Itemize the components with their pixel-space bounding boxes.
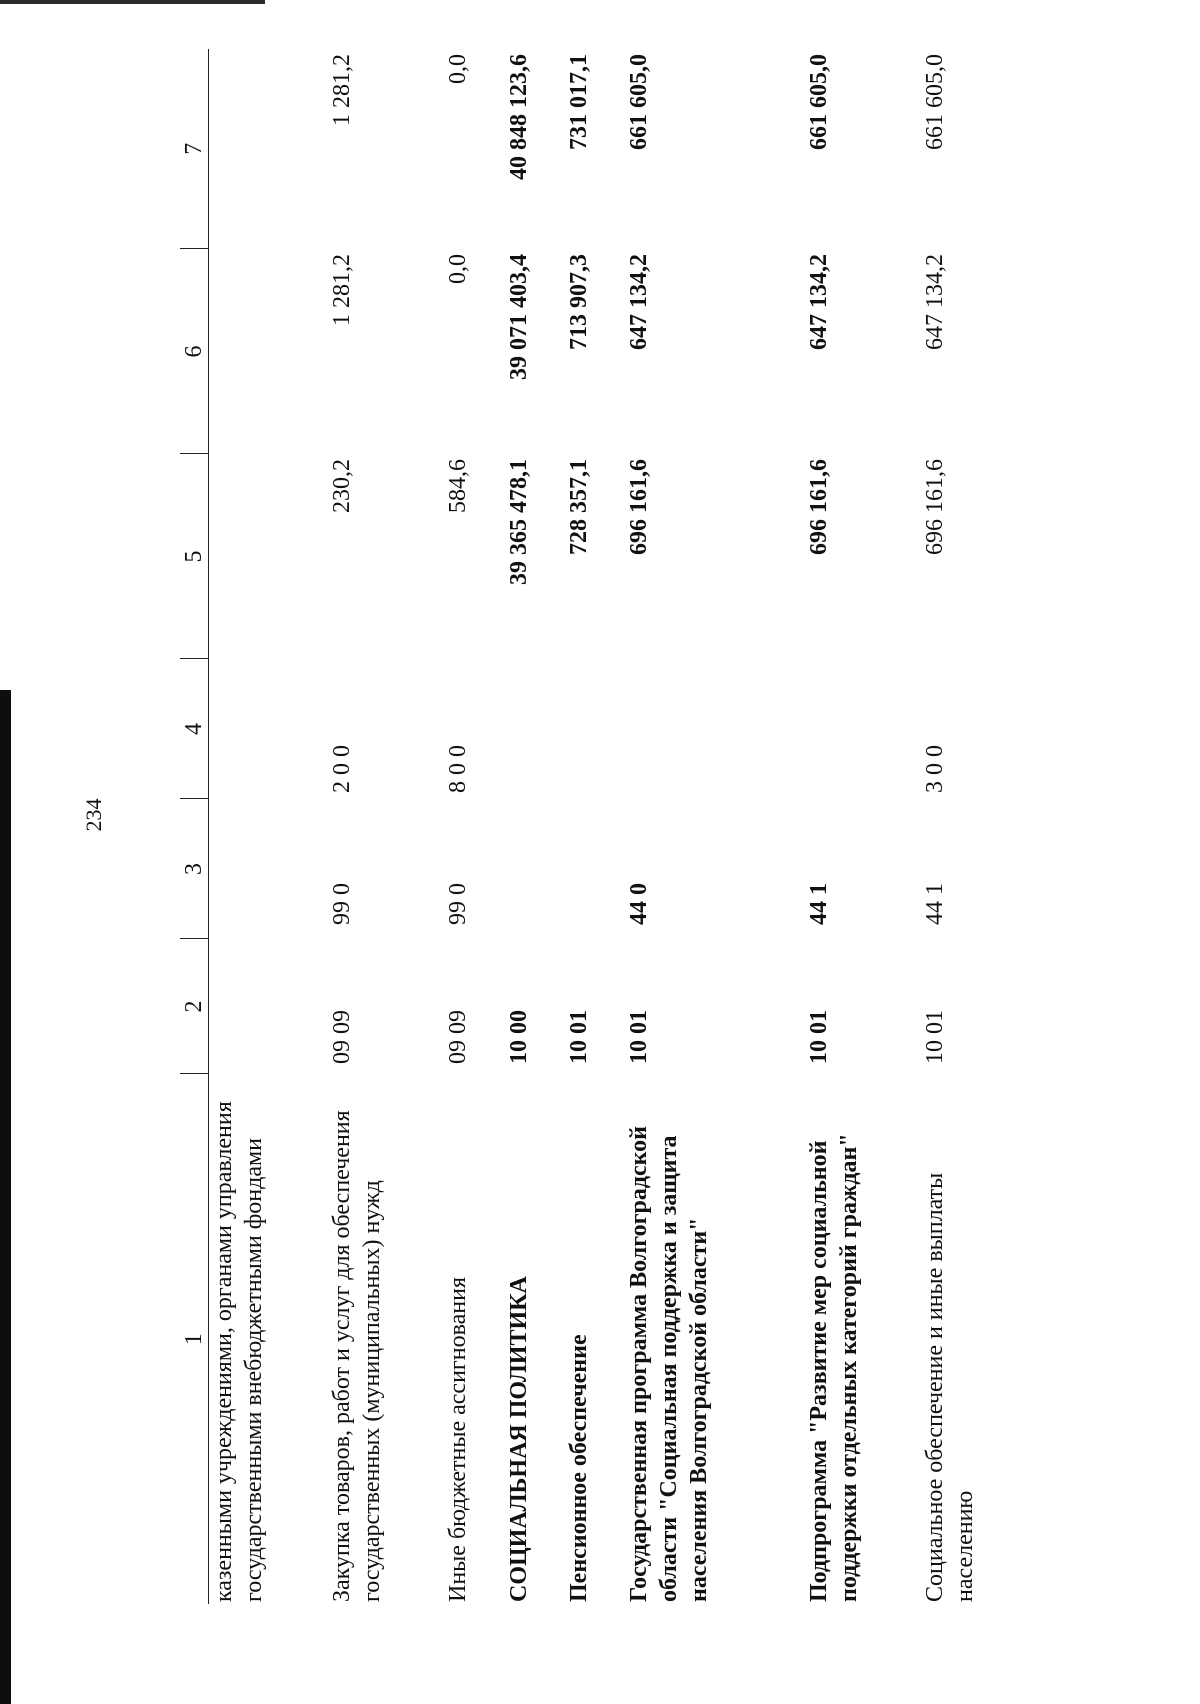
row-section: 10 01 [625, 1010, 652, 1064]
table-row [209, 49, 327, 1604]
row-expense-type [504, 659, 564, 799]
rotated-table-container [180, 4, 1140, 1604]
header-row [180, 49, 209, 1604]
row-program: 44 0 [625, 883, 652, 925]
header-col-5: 5 [180, 454, 209, 659]
row-value-7: 661 605,0 [805, 54, 832, 150]
row-value-6: 647 134,2 [805, 254, 832, 350]
table-row [443, 49, 504, 1604]
row-value-5: 728 357,1 [565, 459, 592, 555]
budget-table [180, 49, 1010, 1604]
row-program [564, 799, 624, 939]
row-expense-type: 800 [444, 739, 471, 793]
row-expense-type [624, 659, 804, 799]
row-name: СОЦИАЛЬНАЯ ПОЛИТИКА [505, 1276, 532, 1602]
row-value-6: 647 134,2 [921, 254, 948, 350]
table-row [804, 49, 920, 1604]
row-value-5: 696 161,6 [921, 459, 948, 555]
row-name: казенными учреждениями, органами управления государственными внебюджетными фондами [211, 1101, 267, 1602]
row-value-5: 39 365 478,1 [505, 459, 532, 585]
table-row [920, 49, 1010, 1604]
row-value-7: 40 848 123,6 [505, 54, 532, 180]
row-value-7: 661 605,0 [625, 54, 652, 150]
row-section: 10 01 [921, 1010, 948, 1064]
header-col-3: 3 [180, 799, 209, 939]
header-col-6: 6 [180, 249, 209, 454]
table-row [624, 49, 804, 1604]
row-name: Социальное обеспечение и иные выплаты населению [921, 1172, 978, 1602]
row-value-7: 661 605,0 [921, 54, 948, 150]
row-program [209, 799, 327, 939]
header-col-7: 7 [180, 49, 209, 249]
row-value-5: 584,6 [444, 459, 471, 513]
row-program: 99 0 [328, 883, 355, 925]
row-section: 09 09 [444, 1010, 471, 1064]
row-value-5: 696 161,6 [805, 459, 832, 555]
row-name: Подпрограмма "Развитие мер социальной поддержки отдельных категорий граждан" [805, 1133, 862, 1602]
row-program: 99 0 [444, 883, 471, 925]
header-col-1: 1 [180, 1074, 209, 1604]
row-value-6 [209, 249, 327, 454]
header-col-4: 4 [180, 659, 209, 799]
row-expense-type: 300 [921, 739, 948, 793]
row-section: 09 09 [328, 1010, 355, 1064]
row-section: 10 00 [505, 1010, 532, 1064]
row-value-6: 1 281,2 [328, 254, 355, 326]
row-expense-type: 200 [328, 739, 355, 793]
row-program: 44 1 [805, 883, 832, 925]
row-value-7 [209, 49, 327, 249]
row-expense-type [804, 659, 920, 799]
row-value-5: 230,2 [328, 459, 355, 513]
row-name: Иные бюджетные ассигнования [444, 1277, 471, 1602]
row-value-6: 713 907,3 [565, 254, 592, 350]
row-value-7: 1 281,2 [328, 54, 355, 126]
row-value-6: 647 134,2 [625, 254, 652, 350]
row-name: Пенсионное обеспечение [565, 1334, 592, 1602]
row-expense-type [564, 659, 624, 799]
row-expense-type [209, 659, 327, 799]
row-value-7: 0,0 [444, 54, 471, 84]
row-program [504, 799, 564, 939]
row-section: 10 01 [565, 1010, 592, 1064]
row-value-5: 696 161,6 [625, 459, 652, 555]
page-number: 234 [81, 798, 106, 832]
row-section [209, 939, 327, 1074]
table-row [504, 49, 564, 1604]
row-name: Закупка товаров, работ и услуг для обеспечения государственных (муниципальных) нужд [328, 1110, 385, 1602]
row-value-7: 731 017,1 [565, 54, 592, 150]
row-value-6: 39 071 403,4 [505, 254, 532, 380]
row-program: 44 1 [921, 883, 948, 925]
row-section: 10 01 [805, 1010, 832, 1064]
table-row [564, 49, 624, 1604]
row-value-6: 0,0 [444, 254, 471, 284]
row-value-5 [209, 454, 327, 659]
scan-edge-left [0, 690, 11, 1704]
row-name: Государственная программа Волгоградской области "Социальная поддержка и защита населения Волгоградской области" [625, 1126, 712, 1602]
table-row [327, 49, 443, 1604]
header-col-2: 2 [180, 939, 209, 1074]
